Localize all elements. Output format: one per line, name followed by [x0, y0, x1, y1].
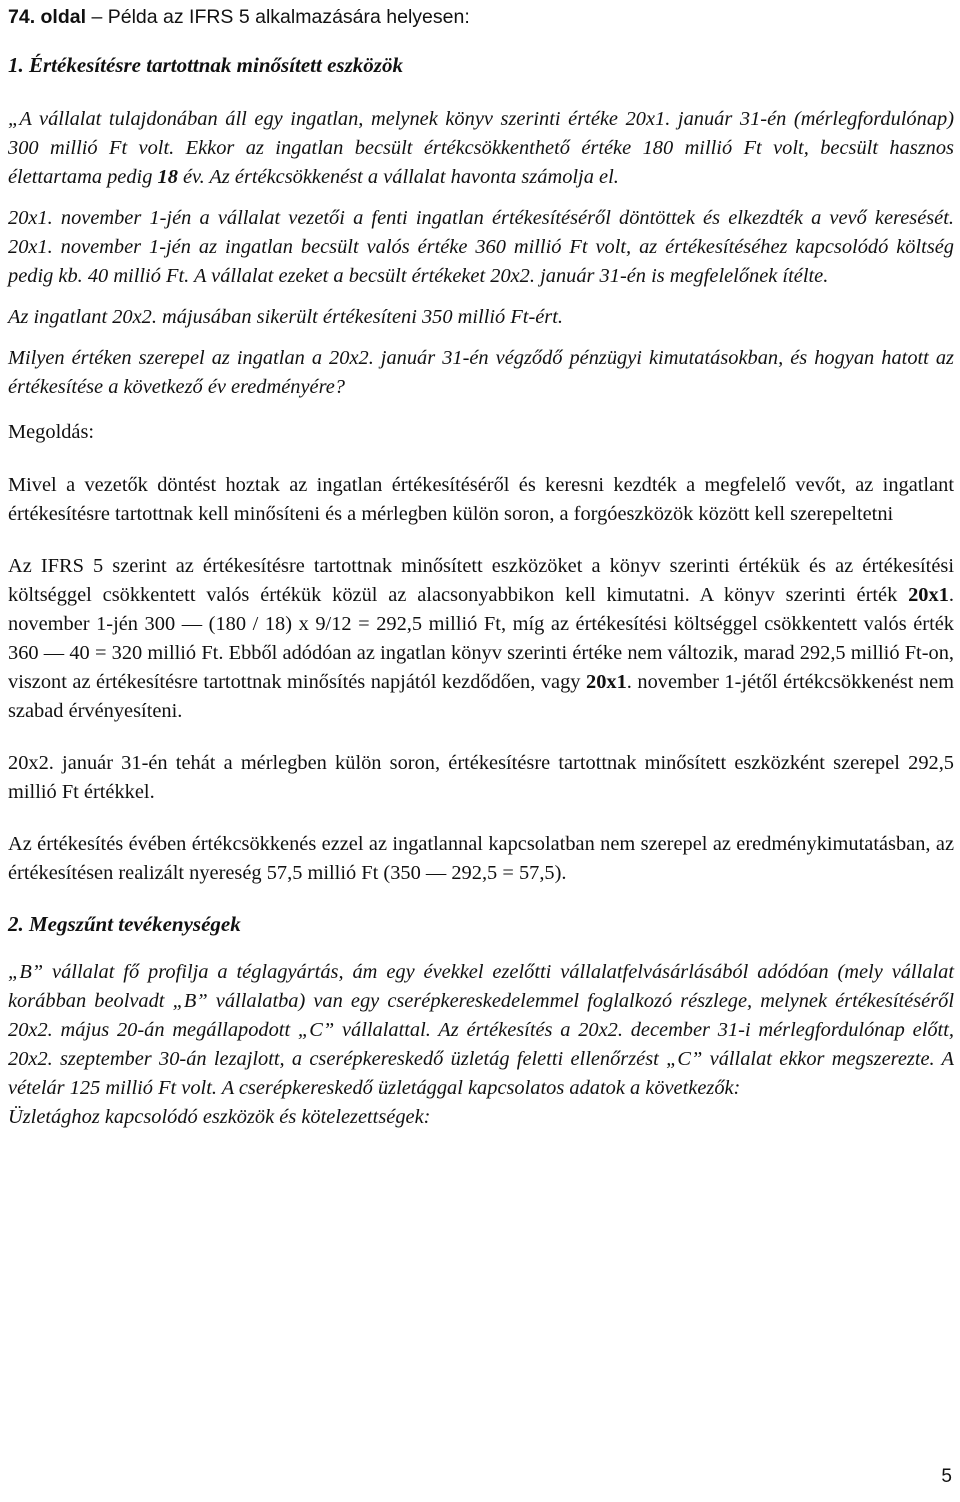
case1-paragraph-1 — [8, 105, 954, 192]
sol2-bold-1: 20x1 — [908, 584, 949, 606]
solution-paragraph-4: Az értékesítés évében értékcsökkenés ezzel az ingatlannal kapcsolatban nem szerepel az eredménykimutatásban, az értékesítésen realizált nyereség 57,5 millió Ft (350 — 292,5 = 57,5). — [8, 833, 954, 884]
solution-paragraph-3: 20x2. január 31-én tehát a mérlegben külön soron, értékesítésre tartottnak minősített eszközként szerepel 292,5 millió Ft értékkel. — [8, 752, 954, 803]
solution-label: Megoldás: — [8, 421, 95, 443]
header-dash: – — [86, 6, 108, 28]
case1-paragraph-3: Az ingatlant 20x2. májusában sikerült értékesíteni 350 millió Ft-ért. — [8, 306, 564, 328]
case1-p1-text: „A vállalat tulajdonában áll egy ingatlan, melynek könyv szerinti értéke 20x1. január 31-én (mérlegfordulónap) 300 millió Ft volt. Ekkor az ingatlan becsült értékcsökkenthető értéke 180 millió Ft volt, becsült hasznos élettartama pedig — [8, 108, 954, 188]
solution-paragraph-1: Mivel a vezetők döntést hoztak az ingatlan értékesítéséről és keresni kezdték a megfelelő vevőt, az ingatlant értékesítésre tartottnak kell minősíteni és a mérlegben külön soron, a forgóeszközök között kell szerepeltetni — [8, 474, 954, 525]
case2-paragraph-1: „B” vállalat fő profilja a téglagyártás, ám egy évekkel ezelőtti vállalatfelvásárlásából adódóan (mely vállalat korábban beolvadt „B” vállalatba) van egy cserépkereskedelemmel foglalkozó részlege, melynek értékesítéséről 20x2. május 20-án megállapodott „C” vállalattal. Az értékesítés a 20x2. december 31-i mérlegfordulónap előtt, 20x2. szeptember 30-án lezajlott, a cserépkereskedő üzletág feletti ellenőrzést „C” vállalat ekkor megszerezte. A vételár 125 millió Ft volt. A cserépkereskedő üzletággal kapcsolatos adatok a következők: — [8, 961, 954, 1099]
sol2-text-b: . november 1-jén 300 — (180 / 18) x 9/12 = 292,5 millió Ft, míg az értékesítési költséggel csökkentett valós érték 360 — 40 = 320 millió Ft. Ebből adódóan az ingatlan könyv szerinti értéke nem változik, marad 292,5 millió Ft-on, viszont az értékesítésre tartottnak minősítés napjától kezdődően, vagy — [8, 584, 954, 693]
case1-question: Milyen értéken szerepel az ingatlan a 20x2. január 31-én végződő pénzügyi kimutatásokban, és hogyan hatott az értékesítése a következő év eredményére? — [8, 347, 954, 398]
section1-title: 1. Értékesítésre tartottnak minősített eszközök — [8, 53, 403, 77]
sol2-text-a: Az IFRS 5 szerint az értékesítésre tartottnak minősített eszközöket a könyv szerinti értékük és az értékesítési költséggel csökkentett valós értékük közül az alacsonyabbikon kell kimutatni. A könyv szerinti érték — [8, 555, 954, 606]
header-page-ref: 74. oldal — [8, 6, 87, 28]
case1-p1-bold: 18 — [157, 166, 178, 188]
case2-paragraph-2: Üzletághoz kapcsolódó eszközök és kötelezettségek: — [8, 1106, 431, 1128]
solution-paragraph-2 — [8, 552, 954, 726]
page-header — [8, 4, 954, 30]
section2-title: 2. Megszűnt tevékenységek — [8, 912, 241, 936]
header-description: Példa az IFRS 5 alkalmazására helyesen: — [107, 6, 470, 28]
sol2-bold-2: 20x1 — [586, 671, 627, 693]
case1-p1-end: év. Az értékcsökkenést a vállalat havonta számolja el. — [177, 166, 619, 188]
document-page — [8, 0, 954, 1132]
case1-paragraph-2: 20x1. november 1-jén a vállalat vezetői a fenti ingatlan értékesítéséről döntöttek és elkezdték a vevő keresését. 20x1. november 1-jén az ingatlan becsült valós értéke 360 millió Ft volt, az értékesítéséhez kapcsolódó költség pedig kb. 40 millió Ft. A vállalat ezeket a becsült értékeket 20x2. január 31-én is megfelelőnek ítélte. — [8, 207, 954, 287]
sol2-text-c: . november 1-jétől értékcsökkenést nem szabad érvényesíteni. — [8, 671, 954, 722]
page-number: 5 — [941, 1466, 952, 1487]
